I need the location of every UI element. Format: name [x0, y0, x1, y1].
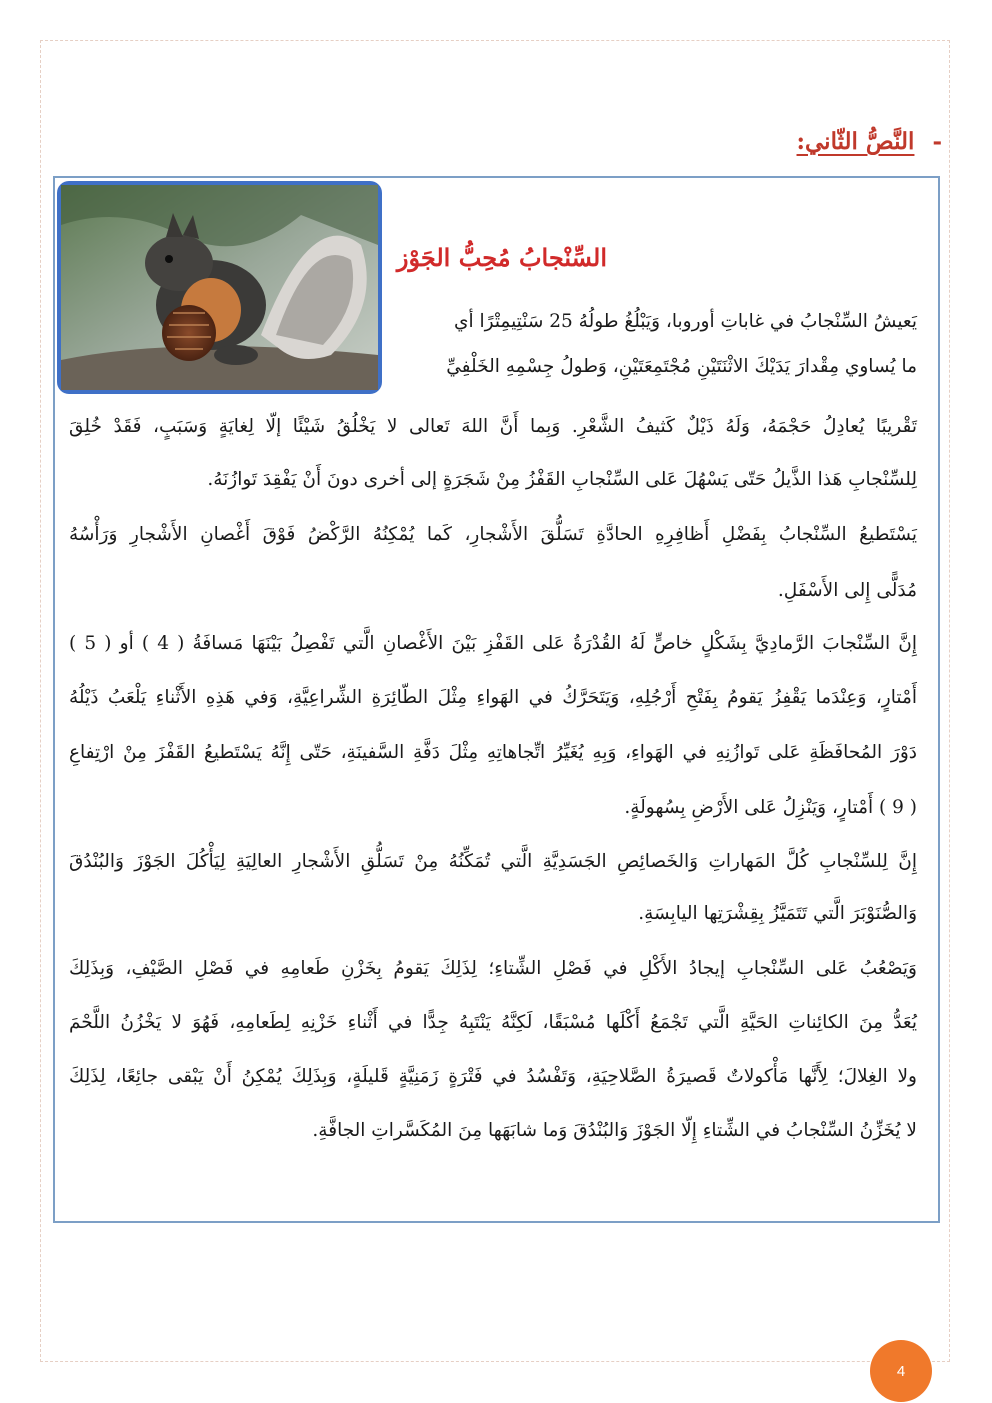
text-line: ( 9 ) أَمْتارٍ، وَيَنْزِلُ عَلى الأَرْضِ بِسُهولَةٍ. — [624, 797, 917, 818]
text-line: ما يُساوي مِقْدارَ يَدَيْكَ الاثْنَتَيْنِ مُجْتَمِعَتَيْنِ، وَطولُ جِسْمِهِ الخَلْفِيِّ — [446, 356, 917, 377]
text-line: لا يُخَزِّنُ السِّنْجابُ في الشِّتاءِ إِلّا الجَوْزَ وَالبُنْدُقَ وَما شابَهَها مِنَ المُكَسَّراتِ الجافَّةِ. — [312, 1120, 917, 1141]
text-line: وَالصُّنَوْبَرَ الَّتي تَتَمَيَّزُ بِقِشْرَتِها اليابِسَةِ. — [638, 903, 917, 924]
text-line: وَيَصْعُبُ عَلى السِّنْجابِ إيجادُ الأَكْلِ في فَصْلِ الشِّتاءِ؛ لِذَلِكَ يَقومُ بِخَزْنِ طَعامِهِ في فَصْلِ الصَّيْفِ، وَبِذَلِكَ — [69, 958, 917, 979]
text-line: إِنَّ السِّنْجابَ الرَّمادِيَّ بِشَكْلٍ خاصٍّ لَهُ القُدْرَةُ عَلى القَفْزِ بَيْنَ الأَغْصانِ الَّتي تَفْصِلُ بَيْنَهَا مَسافَةُ ( 4 ) أو ( 5 ) — [69, 633, 917, 654]
squirrel-illustration — [61, 185, 378, 390]
text-line: مُدَلًّى إِلى الأَسْفَلِ. — [777, 580, 917, 601]
heading-dash: - — [932, 128, 942, 155]
text-line: ولا الغِلالَ؛ لِأَنَّها مَأْكولاتٌ قَصيرَةُ الصَّلاحِيَةِ، وَتَفْسُدُ في فَتْرَةٍ زَمَنِيَّةٍ قَليلَةٍ، وَبِذَلِكَ يُمْكِنُ أَنْ يَبْقى جائِعًا، لِذَلِكَ — [69, 1066, 917, 1087]
section-heading — [797, 128, 942, 155]
squirrel-photo — [57, 181, 382, 394]
text-line: تَقْريبًا يُعادِلُ حَجْمَهُ، وَلَهُ ذَيْلٌ كَثيفُ الشَّعْرِ. وَبِما أَنَّ اللهَ تَعالى لا يَخْلُقُ شَيْئًا إلّا لِغايَةٍ وَسَبَبٍ، فَقَدْ خُلِقَ — [69, 416, 917, 437]
section-title: النَّصُّ الثّاني: — [796, 128, 915, 155]
text-line: يَعيشُ السِّنْجابُ في غاباتِ أوروبا، وَيَبْلُغُ طولُهُ 25 سَنْتِيمِتْرًا أي — [453, 311, 917, 332]
page-number-badge — [870, 1340, 932, 1402]
text-line: لِلسِّنْجابِ هَذا الذَّيلُ حَتّى يَسْهُلَ عَلى السِّنْجابِ القَفْزُ مِنْ شَجَرَةٍ إلى أخرى دونَ أَنْ يَفْقِدَ تَوازُنَهُ. — [207, 469, 917, 490]
text-line: يَسْتَطيعُ السِّنْجابُ بِفَضْلِ أَظافِرِهِ الحادَّةِ تَسَلُّقَ الأَشْجارِ، كَما يُمْكِنُهُ الرَّكْضُ فَوْقَ أَغْصانِ الأَشْجارِ وَرَأْسُهُ — [69, 524, 917, 545]
article-title: السِّنْجابُ مُحِبُّ الجَوْز — [396, 243, 607, 272]
text-line: يُعَدُّ مِنَ الكائِناتِ الحَيَّةِ الَّتي تَجْمَعُ أَكْلَها مُسْبَقًا، لَكِنَّهُ يَنْتَبِهُ جِدًّا في أَثْناءِ خَزْنِهِ لِطَعامِهِ، فَهُوَ لا يَخْزُنُ اللَّحْمَ — [69, 1012, 917, 1033]
text-line: دَوْرَ المُحافَظَةِ عَلى تَوازُنِهِ في الهَواءِ، وَبِهِ يُغَيِّرُ اتِّجاهاتِهِ مِثْلَ دَفَّةِ السَّفينَةِ، حَتّى إِنَّهُ يَسْتَطيعُ القَفْزَ مِنْ ارْتِفاعِ — [69, 742, 917, 763]
text-line: إِنَّ لِلسِّنْجابِ كُلَّ المَهاراتِ وَالخَصائِصِ الجَسَدِيَّةِ الَّتي تُمَكِّنُهُ مِنْ تَسَلُّقِ الأَشْجارِ العالِيَةِ لِيَأْكُلَ الجَوْزَ وَالبُنْدُقَ — [69, 851, 917, 872]
page-number: 4 — [896, 1362, 906, 1380]
text-line: أَمْتارٍ، وَعِنْدَما يَقْفِزُ يَقومُ بِفَتْحِ أَرْجُلِهِ، وَيَتَحَرَّكُ في الهَواءِ مِثْلَ الطّائِرَةِ الشِّراعِيَّةِ، وَفي هَذِهِ الأَثْناءِ يَلْعَبُ ذَيْلُهُ — [69, 687, 917, 708]
